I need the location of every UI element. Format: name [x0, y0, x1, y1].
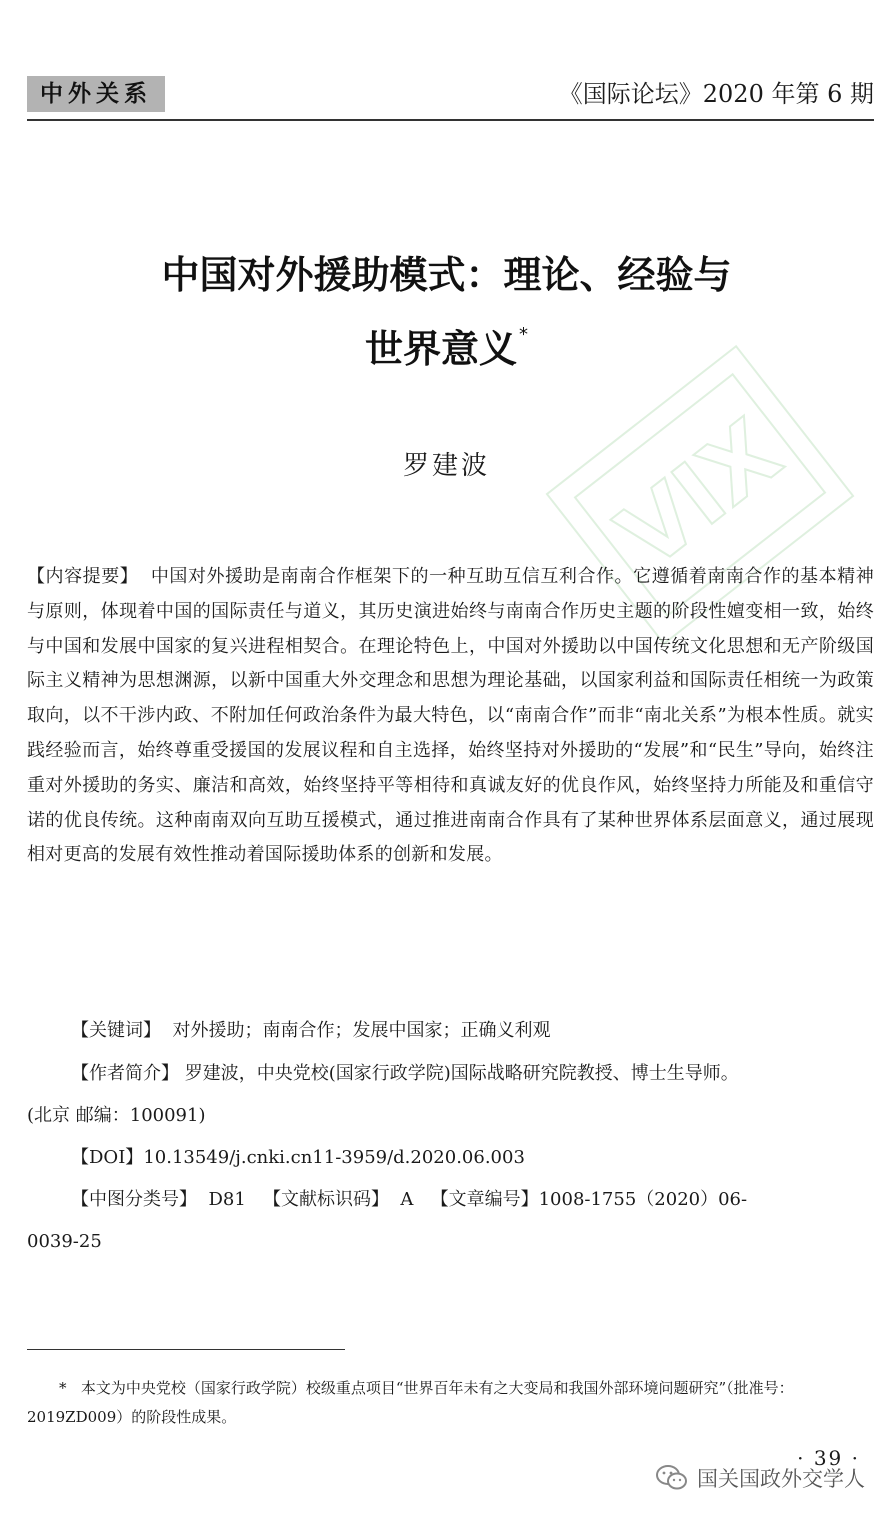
footnote-text: 本文为中央党校（国家行政学院）校级重点项目“世界百年未有之大变局和我国外部环境问题研究”（批准号：2019ZD009）的阶段性成果。 [27, 1379, 794, 1426]
abstract-text: 中国对外援助是南南合作框架下的一种互助互信互利合作。它遵循着南南合作的基本精神与原则，体现着中国的国际责任与道义，其历史演进始终与南南合作历史主题的阶段性嬗变相一致，始终与中国和发展中国家的复兴进程相契合。在理论特色上，中国对外援助以中国传统文化思想和无产阶级国际主义精神为思想渊源，以新中国重大外交理念和思想为理论基础，以国家利益和国际责任相统一为政策取向，以不干涉内政、不附加任何政治条件为最大特色，以“南南合作”而非“南北关系”为根本性质。就实践经验而言，始终尊重受援国的发展议程和自主选择，始终坚持对外援助的“发展”和“民生”导向，始终注重对外援助的务实、廉洁和高效，始终坚持平等相待和真诚友好的优良作风，始终坚持力所能及和重信守诺的优良传统。这种南南双向互助互援模式，通过推进南南合作具有了某种世界体系层面意义，通过展现相对更高的发展有效性推动着国际援助体系的创新和发展。 [27, 566, 874, 866]
footnote-marker: * [59, 1379, 67, 1397]
doc-code-label: 【文献标识码】 [262, 1189, 389, 1210]
doi-value: 10.13549/j.cnki.cn11-3959/d.2020.06.003 [143, 1147, 525, 1168]
author-address: (北京 邮编：100091) [27, 1105, 206, 1126]
clc-label: 【中图分类号】 [71, 1189, 197, 1210]
author-bio [27, 1059, 874, 1089]
article-no-continued: 0039-25 [27, 1231, 102, 1252]
classification [27, 1185, 893, 1215]
abstract-label: 【内容提要】 [27, 566, 139, 587]
page-header [27, 76, 874, 118]
article-title-text: 世界意义 [364, 327, 517, 371]
title-footnote-marker: * [519, 324, 528, 345]
article-no-label: 【文章编号】 [430, 1189, 539, 1210]
page-number: · 39 · [797, 1446, 860, 1470]
author-bio-text: 罗建波，中央党校(国家行政学院)国际战略研究院教授、博士生导师。 [184, 1063, 739, 1084]
section-tag: 中外关系 [27, 76, 165, 112]
doi [27, 1143, 893, 1173]
article-title-line-2 [0, 311, 893, 373]
wechat-account-name: 国关国政外交学人 [697, 1467, 865, 1491]
wechat-watermark [655, 1461, 865, 1495]
keywords [27, 1016, 893, 1046]
author-name: 罗建波 [402, 451, 490, 481]
footnote [27, 1374, 874, 1432]
abstract [27, 560, 874, 873]
clc-value: D81 [208, 1189, 246, 1210]
footnote-rule [27, 1349, 345, 1350]
article-title-line-1: 中国对外援助模式：理论、经验与 [161, 253, 732, 297]
keywords-label: 【关键词】 [71, 1020, 161, 1041]
wechat-icon [655, 1463, 689, 1493]
doc-code-value: A [400, 1189, 414, 1210]
watermark-text: VIX [599, 400, 800, 590]
author-bio-label: 【作者简介】 [71, 1063, 179, 1084]
header-rule [27, 119, 874, 121]
keywords-text: 对外援助；南南合作；发展中国家；正确义利观 [172, 1020, 551, 1041]
article-no-value: 1008-1755（2020）06- [538, 1189, 748, 1210]
journal-issue: 《国际论坛》2020 年第 6 期 [558, 80, 874, 108]
doi-label: 【DOI】 [71, 1147, 144, 1168]
